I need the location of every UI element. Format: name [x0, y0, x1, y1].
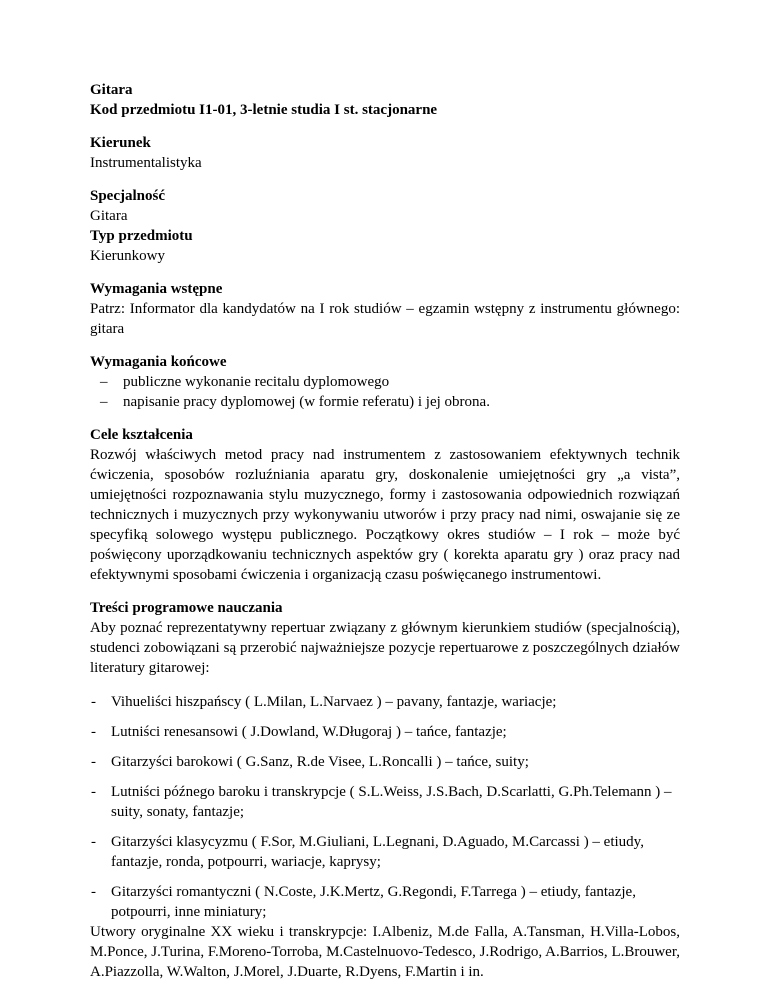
- wymagania-wstepne-heading: Wymagania wstępne: [90, 281, 223, 297]
- wymagania-wstepne-text: Patrz: Informator dla kandydatów na I rok studiów – egzamin wstępny z instrumentu głównego: gitara: [90, 301, 680, 337]
- list-item: – publiczne wykonanie recitalu dyplomowego: [90, 372, 680, 392]
- list-item: - Lutniści późnego baroku i transkrypcje ( S.L.Weiss, J.S.Bach, D.Scarlatti, G.Ph.Telemann ) – suity, sonaty, fantazje;: [90, 782, 680, 822]
- tresci-heading: Treści programowe nauczania: [90, 600, 283, 616]
- list-item: - Gitarzyści romantyczni ( N.Coste, J.K.Mertz, G.Regondi, F.Tarrega ) – etiudy, fantazje, potpourri, inne miniatury;: [90, 882, 680, 922]
- list-item: - Gitarzyści klasycyzmu ( F.Sor, M.Giuliani, L.Legnani, D.Aguado, M.Carcassi ) – etiudy, fantazje, ronda, potpourri, wariacje, kaprysy;: [90, 832, 680, 872]
- cele-text: Rozwój właściwych metod pracy nad instrumentem z zastosowaniem efektywnych technik ćwiczenia, sposobów rozluźniania aparatu gry, doskonalenie umiejętności gry „a vista”, umiejętności rozpoznawania stylu muzycznego, formy i zastosowania odpowiednich rozwiązań technicznych i muzycznych przy wykonywaniu utworów i przy pracy nad nimi, oswajanie się ze specyfiką solowego występu publicznego. Początkowy okres studiów – I rok – może być poświęcony uporządkowaniu technicznych aspektów gry ( korekta aparatu gry ) oraz pracy nad efektywnymi sposobami ćwiczenia i organizacją czasu poświęcanego instrumentowi.: [90, 447, 680, 583]
- tresci-outro: Utwory oryginalne XX wieku i transkrypcje: I.Albeniz, M.de Falla, A.Tansman, H.Villa-Lobos, M.Ponce, J.Turina, F.Moreno-Torroba, M.Castelnuovo-Tedesco, J.Rodrigo, A.Barrios, L.Brouwer, A.Piazzolla, W.Walton, J.Morel, J.Duarte, R.Dyens, F.Martin i in.: [90, 924, 680, 980]
- list-item: - Lutniści renesansowi ( J.Dowland, W.Długoraj ) – tańce, fantazje;: [90, 722, 680, 742]
- list-item: - Vihueliści hiszpańscy ( L.Milan, L.Narvaez ) – pavany, fantazje, wariacje;: [90, 692, 680, 712]
- wymagania-koncowe-list: [90, 372, 680, 412]
- cele-heading: Cele kształcenia: [90, 427, 193, 443]
- typ-heading: Typ przedmiotu: [90, 228, 193, 244]
- typ-value: Kierunkowy: [90, 248, 165, 264]
- specjalnosc-value: Gitara: [90, 208, 128, 224]
- document-page: [90, 80, 680, 982]
- tresci-intro: Aby poznać reprezentatywny repertuar związany z głównym kierunkiem studiów (specjalnością), studenci zobowiązani są przerobić najważniejsze pozycje repertuarowe z poszczególnych działów literatury gitarowej:: [90, 620, 680, 676]
- specjalnosc-heading: Specjalność: [90, 188, 165, 204]
- course-code: Kod przedmiotu I1-01, 3-letnie studia I st. stacjonarne: [90, 102, 438, 118]
- wymagania-koncowe-heading: Wymagania końcowe: [90, 354, 227, 370]
- kierunek-value: Instrumentalistyka: [90, 155, 202, 171]
- document-title: Gitara: [90, 82, 133, 98]
- kierunek-heading: Kierunek: [90, 135, 151, 151]
- list-item: - Gitarzyści barokowi ( G.Sanz, R.de Visee, L.Roncalli ) – tańce, suity;: [90, 752, 680, 772]
- repertoire-list: [90, 692, 680, 922]
- list-item: – napisanie pracy dyplomowej (w formie referatu) i jej obrona.: [90, 392, 680, 412]
